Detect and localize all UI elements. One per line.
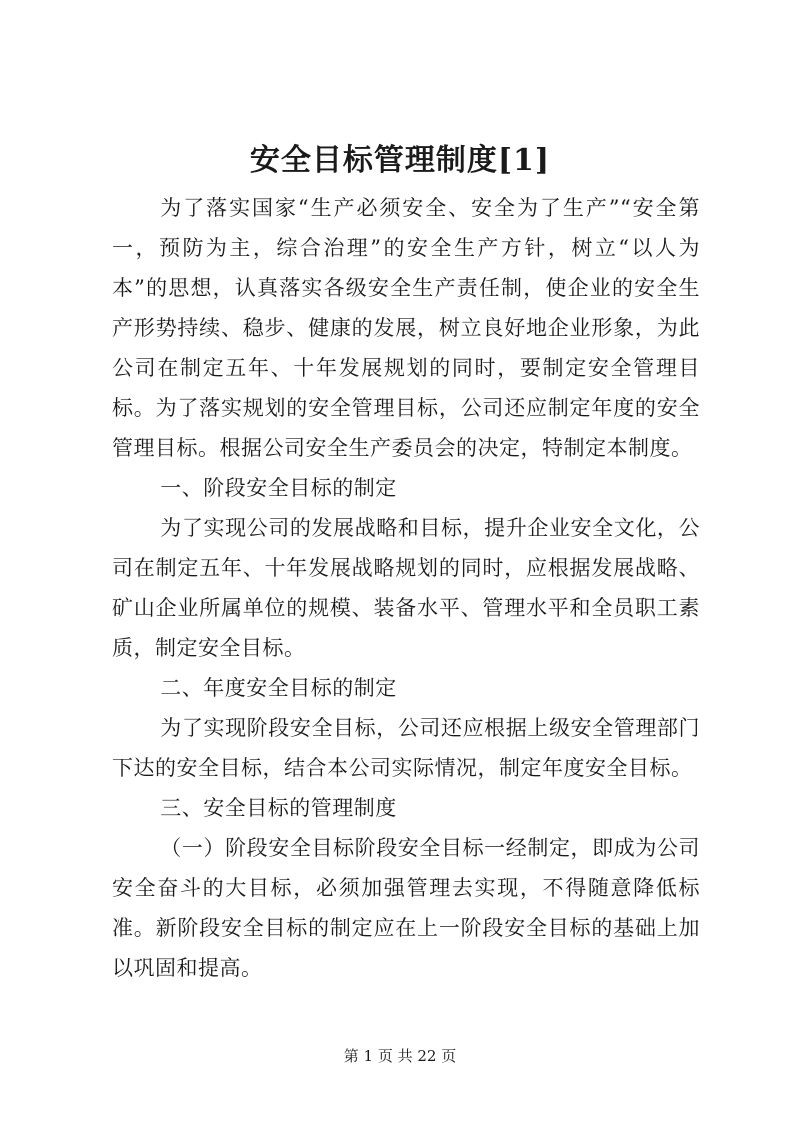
section-heading-1: 一、阶段安全目标的制定: [160, 476, 397, 500]
document-title: 安全目标管理制度[1]: [249, 143, 551, 178]
paragraph-section-1: 为了实现公司的发展战略和目标，提升企业安全文化，公司在制定五年、十年发展战略规划的同时，应根据发展战略、矿山企业所属单位的规模、装备水平、管理水平和全员职工素质，制定安全目标。: [112, 516, 700, 660]
section-heading-3: 三、安全目标的管理制度: [160, 796, 397, 820]
paragraph-section-2: 为了实现阶段安全目标，公司还应根据上级安全管理部门下达的安全目标，结合本公司实际情况，制定年度安全目标。: [112, 716, 700, 780]
page-footer: 第 1 页 共 22 页: [343, 1047, 457, 1065]
paragraph-section-3-1: （一）阶段安全目标阶段安全目标一经制定，即成为公司安全奋斗的大目标，必须加强管理去实现，不得随意降低标准。新阶段安全目标的制定应在上一阶段安全目标的基础上加以巩固和提高。: [112, 836, 700, 980]
paragraph-intro: 为了落实国家“生产必须安全、安全为了生产”“安全第一，预防为主，综合治理”的安全生产方针，树立“以人为本”的思想，认真落实各级安全生产责任制，使企业的安全生产形势持续、稳步、健康的发展，树立良好地企业形象，为此公司在制定五年、十年发展规划的同时，要制定安全管理目标。为了落实规划的安全管理目标，公司还应制定年度的安全管理目标。根据公司安全生产委员会的决定，特制定本制度。: [112, 196, 700, 460]
document-body: [112, 188, 700, 988]
section-heading-2: 二、年度安全目标的制定: [160, 676, 397, 700]
